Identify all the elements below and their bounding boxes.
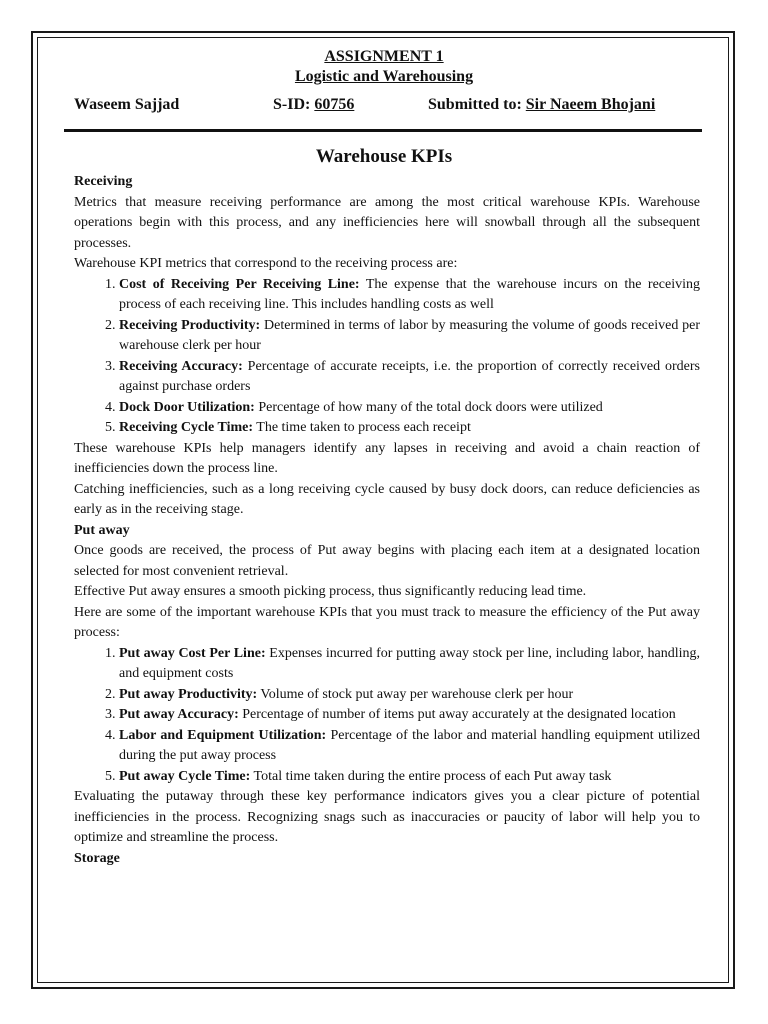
student-name: Waseem Sajjad (74, 96, 180, 113)
kpi-desc: Percentage of accurate receipts, i.e. the proportion of correctly received orders against purchase orders (119, 358, 700, 394)
kpi-term: Put away Productivity: (119, 686, 258, 702)
kpi-desc: Determined in terms of labor by measuring the volume of goods received per warehouse clerk per hour (119, 317, 701, 353)
page-title: Warehouse KPIs (315, 146, 453, 167)
kpi-desc: Total time taken during the entire process of each Put away task (250, 768, 612, 784)
section-heading-storage: Storage (74, 850, 120, 866)
list-item (119, 357, 700, 398)
header-info-row (74, 95, 694, 115)
putaway-intro-2: Effective Put away ensures a smooth picking process, thus significantly reducing lead time. (74, 584, 587, 599)
assignment-title: ASSIGNMENT 1 (324, 48, 444, 65)
kpi-term: Put away Cost Per Line: (119, 645, 266, 661)
kpi-term: Dock Door Utilization: (119, 399, 255, 415)
list-item (119, 726, 700, 767)
putaway-outro: Evaluating the putaway through these key performance indicators gives you a clear picture of potential inefficiencies in the process. Recognizing snags such as inaccuracies or paucity of labor will help you to optimize and streamline the process. (74, 789, 700, 845)
list-item (119, 685, 700, 706)
list-item (119, 705, 700, 726)
sid-label: S-ID: (273, 96, 311, 113)
receiving-intro: Metrics that measure receiving performance are among the most critical warehouse KPIs. Warehouse operations begin with this process, and any inefficiencies here will snowball through all the subsequent processes. (74, 194, 700, 251)
receiving-outro-2: Catching inefficiencies, such as a long receiving cycle caused by busy dock doors, can reduce deficiencies as early as in the receiving stage. (74, 481, 700, 517)
kpi-desc: Expenses incurred for putting away stock per line, including labor, handling, and equipment costs (119, 645, 700, 681)
kpi-term: Labor and Equipment Utilization: (119, 727, 327, 743)
kpi-term: Receiving Cycle Time: (119, 420, 254, 435)
receiving-kpi-list (74, 275, 700, 439)
section-heading-receiving: Receiving (74, 174, 133, 189)
list-item (119, 644, 700, 685)
kpi-term: Cost of Receiving Per Receiving Line: (119, 276, 360, 292)
submitted-to (428, 95, 655, 115)
kpi-desc: Volume of stock put away per warehouse clerk per hour (257, 686, 574, 702)
student-id (273, 95, 354, 115)
kpi-desc: Percentage of number of items put away accurately at the designated location (238, 707, 676, 722)
list-item (119, 398, 700, 419)
kpi-term: Put away Accuracy: (119, 707, 239, 722)
kpi-desc: The time taken to process each receipt (253, 420, 471, 435)
kpi-term: Receiving Accuracy: (119, 358, 243, 374)
course-title: Logistic and Warehousing (294, 68, 474, 85)
kpi-desc: Percentage of how many of the total dock doors were utilized (254, 399, 603, 415)
kpi-term: Receiving Productivity: (119, 317, 261, 333)
kpi-term: Put away Cycle Time: (119, 768, 251, 784)
receiving-outro-1: These warehouse KPIs help managers identify any lapses in receiving and avoid a chain reaction of inefficiencies down the process line. (74, 440, 700, 476)
receiving-list-intro: Warehouse KPI metrics that correspond to the receiving process are: (74, 256, 458, 271)
sid-value: 60756 (314, 96, 355, 113)
list-item (119, 275, 700, 316)
submitted-label: Submitted to: (428, 96, 522, 113)
section-heading-putaway: Put away (74, 522, 130, 538)
putaway-kpi-list (74, 644, 700, 788)
list-item (119, 316, 700, 357)
kpi-desc: Percentage of the labor and material handling equipment utilized during the put away process (119, 727, 700, 763)
submitted-value: Sir Naeem Bhojani (525, 96, 656, 113)
header-divider (64, 129, 702, 132)
document-body (74, 172, 700, 869)
putaway-list-intro: Here are some of the important warehouse KPIs that you must track to measure the efficiency of the Put away process: (74, 604, 700, 640)
list-item (119, 767, 700, 788)
list-item (119, 418, 700, 439)
kpi-desc: The expense that the warehouse incurs on the receiving process of each receiving line. This includes handling costs as well (119, 276, 701, 312)
putaway-intro-1: Once goods are received, the process of Put away begins with placing each item at a designated location selected for most convenient retrieval. (74, 543, 700, 579)
